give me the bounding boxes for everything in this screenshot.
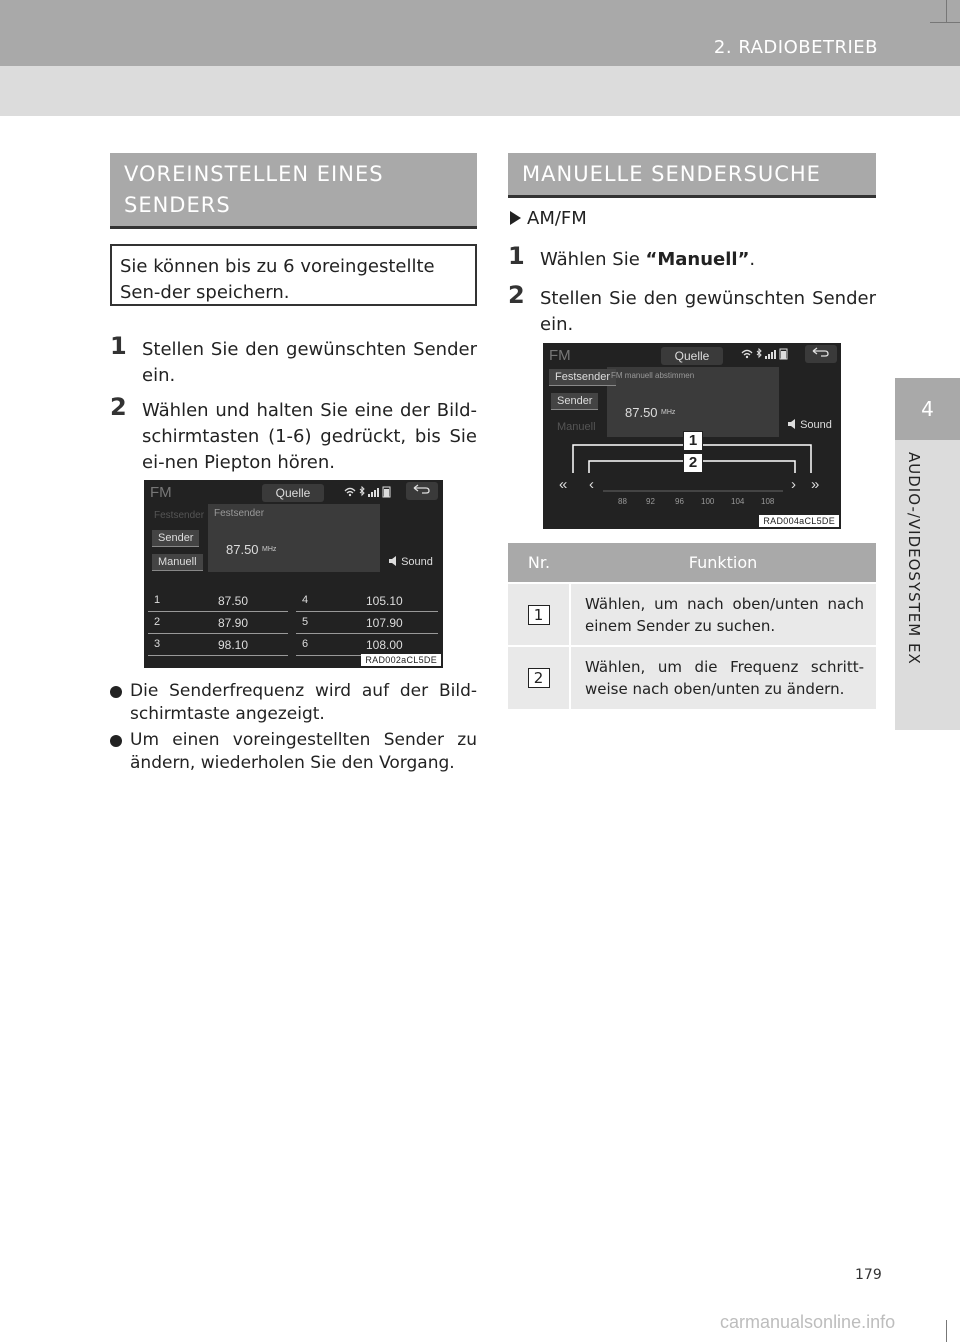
frequency-value: 87.50	[625, 405, 658, 420]
watermark: carmanualsonline.info	[720, 1312, 896, 1332]
band-label: FM	[549, 347, 571, 364]
scale-label: 96	[675, 497, 684, 506]
bullet-item: Um einen voreingestellten Sender zu ändern, wiederholen Sie den Vorgang.	[110, 729, 477, 775]
crop-mark	[946, 1320, 947, 1342]
back-arrow-icon	[412, 483, 432, 495]
step-1	[110, 332, 477, 389]
section-title: 2. RADIOBETRIEB	[713, 37, 878, 58]
status-icons	[344, 486, 394, 501]
table-header-row	[508, 543, 876, 583]
step-1	[508, 242, 876, 273]
sound-button: Sound	[388, 556, 433, 568]
function-table	[508, 543, 876, 709]
step-text: Wählen Sie “Manuell”.	[540, 249, 756, 270]
seek-down-icon: «	[559, 476, 568, 493]
right-section-heading: MANUELLE SENDERSUCHE	[508, 153, 876, 198]
intro-box: Sie können bis zu 6 voreingestellte Sen-der speichern.	[110, 244, 477, 306]
bullet-dot	[110, 735, 122, 747]
panel-label: FM manuell abstimmen	[611, 371, 695, 380]
table-row	[508, 583, 876, 646]
side-button-manuell: Manuell	[152, 554, 203, 571]
source-button: Quelle	[661, 347, 723, 365]
image-code: RAD004aCL5DE	[759, 515, 839, 527]
preset-screenshot	[144, 480, 443, 668]
step-2	[508, 281, 876, 338]
preset-button: 4 105.10	[296, 590, 438, 612]
chapter-label: AUDIO-/VIDEOSYSTEM EX	[905, 452, 923, 665]
panel-label: Festsender	[214, 508, 265, 519]
side-button-manuell: Manuell	[557, 421, 596, 433]
seek-up-icon: »	[811, 476, 820, 493]
source-button: Quelle	[262, 484, 324, 502]
callout-2: 2	[683, 453, 703, 473]
preset-button: 1 87.50	[148, 590, 288, 612]
header-subband	[0, 66, 960, 116]
crop-mark	[930, 22, 960, 23]
side-button-sender: Sender	[152, 530, 199, 547]
callout-1: 1	[683, 431, 703, 451]
row-function-cell: Wählen, um die Frequenz schritt-weise nach oben/unten zu ändern.	[570, 646, 876, 709]
step-number: 2	[508, 281, 525, 309]
side-button-sender: Sender	[551, 393, 598, 410]
scale-label: 92	[646, 497, 655, 506]
bullet-dot	[110, 686, 122, 698]
step-2	[110, 393, 477, 476]
left-section-heading: VOREINSTELLEN EINES SENDERS	[110, 153, 477, 229]
band-label: FM	[150, 484, 172, 501]
preset-button: 5 107.90	[296, 612, 438, 634]
scale-label: 108	[761, 497, 775, 506]
preset-button: 2 87.90	[148, 612, 288, 634]
frequency-unit: MHz	[661, 409, 676, 416]
step-up-icon: ›	[791, 476, 796, 493]
column-header-funktion: Funktion	[570, 543, 876, 583]
side-button-festsender: Festsender	[549, 369, 616, 386]
row-number-cell: 1	[508, 583, 570, 646]
step-text: Stellen Sie den gewünschten Sender ein.	[142, 339, 477, 386]
step-text: Wählen und halten Sie eine der Bild-schirmtasten (1-6) gedrückt, bis Sie ei-nen Piepton hören.	[142, 400, 477, 473]
chapter-tab: 4	[895, 378, 960, 440]
back-button	[406, 482, 438, 500]
page-number: 179	[855, 1267, 882, 1283]
step-down-icon: ‹	[589, 476, 594, 493]
preset-button: 6 108.00	[296, 634, 438, 656]
table-row	[508, 646, 876, 709]
column-header-nr: Nr.	[508, 543, 570, 583]
manual-tuning-screenshot	[543, 343, 841, 529]
scale-label: 88	[618, 497, 627, 506]
row-function-cell: Wählen, um nach oben/unten nach einem Sender zu suchen.	[570, 583, 876, 646]
speaker-icon	[388, 556, 398, 566]
step-number: 1	[508, 242, 525, 270]
wifi-bt-signal-battery-icon	[344, 486, 394, 498]
triangle-icon	[510, 211, 521, 225]
step-number: 1	[110, 332, 127, 360]
scale-label: 104	[731, 497, 745, 506]
crop-mark	[946, 0, 947, 22]
bullet-item: Die Senderfrequenz wird auf der Bild-schirmtaste angezeigt.	[110, 680, 477, 726]
row-number-cell: 2	[508, 646, 570, 709]
frequency-value: 87.50	[226, 542, 259, 557]
frequency-unit: MHz	[262, 546, 277, 553]
step-text: Stellen Sie den gewünschten Sender ein.	[540, 288, 876, 335]
subheading: AM/FM	[510, 208, 587, 229]
image-code: RAD002aCL5DE	[361, 654, 441, 666]
step-number: 2	[110, 393, 127, 421]
preset-button: 3 98.10	[148, 634, 288, 656]
scale-label: 100	[701, 497, 715, 506]
sound-button: Sound	[787, 419, 832, 431]
side-button-festsender: Festsender	[154, 510, 205, 521]
